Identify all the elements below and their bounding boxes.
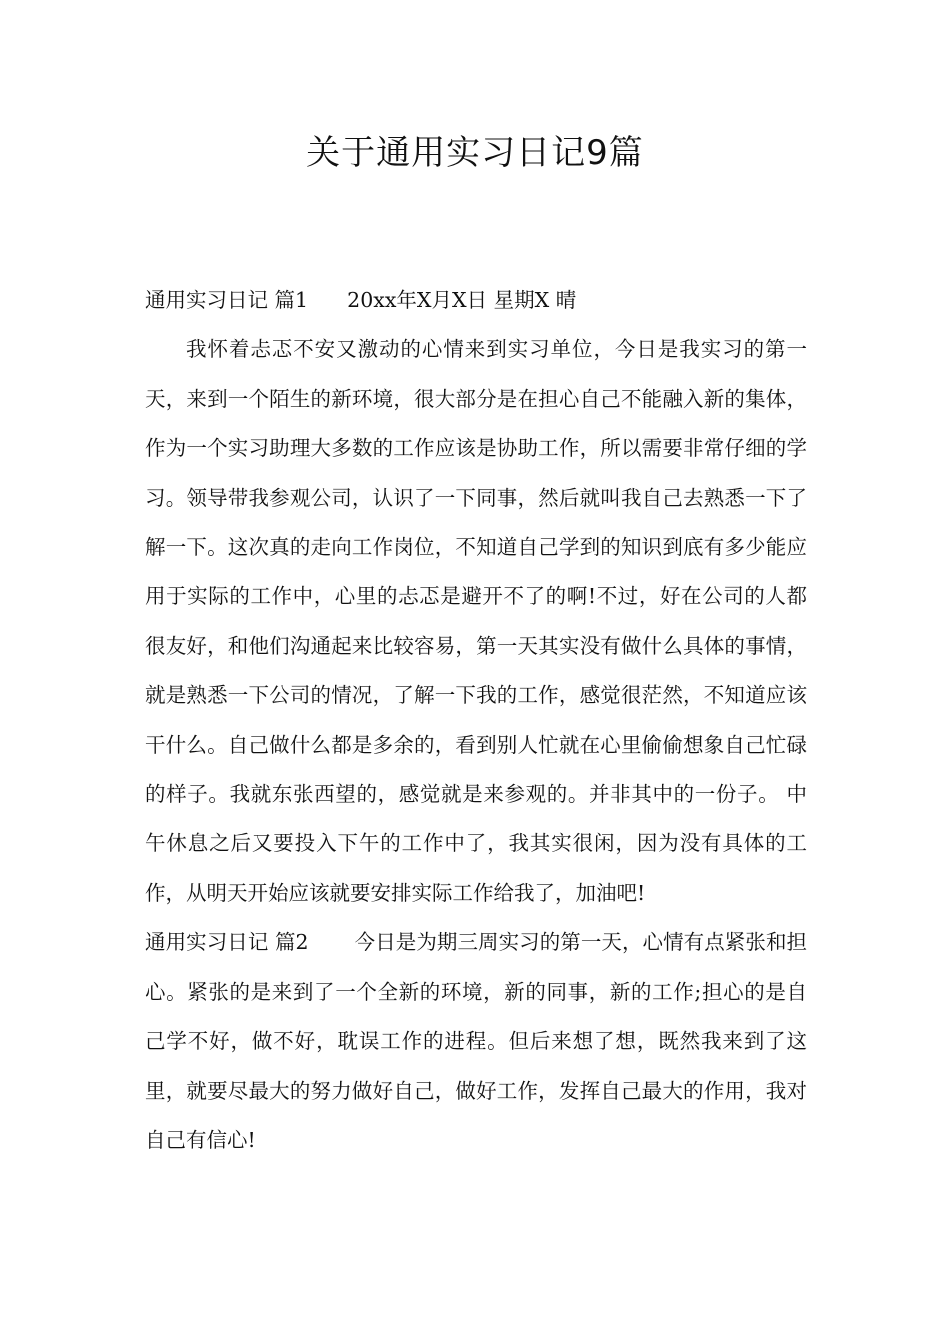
entry-2-heading: 通用实习日记 篇2 [145, 930, 309, 955]
document-body [145, 276, 807, 1165]
entry-1-heading: 通用实习日记 篇1 [145, 288, 309, 312]
entry-2-text: 今日是为期三周实习的第一天，心情有点紧张和担心。紧张的是来到了一个全新的环境，新的同事，新的工作;担心的是自己学不好，做不好，耽误工作的进程。但后来想了想，既然我来到了这里，就要尽最大的努力做好自己，做好工作，发挥自己最大的作用，我对自己有信心! [145, 930, 808, 1152]
entry-2-paragraph [145, 918, 807, 1165]
entry-1-text: 我怀着忐忑不安又激动的心情来到实习单位，今日是我实习的第一天，来到一个陌生的新环境，很大部分是在担心自己不能融入新的集体，作为一个实习助理大多数的工作应该是协助工作，所以需要非常仔细的学习。领导带我参观公司，认识了一下同事，然后就叫我自己去熟悉一下了解一下。这次真的走向工作岗位，不知道自己学到的知识到底有多少能应用于实际的工作中，心里的忐忑是避开不了的啊!不过，好在公司的人都很友好，和他们沟通起来比较容易，第一天其实没有做什么具体的事情，就是熟悉一下公司的情况，了解一下我的工作，感觉很茫然，不知道应该干什么。自己做什么都是多余的，看到别人忙就在心里偷偷想象自己忙碌的样子。我就东张西望的，感觉就是来参观的。并非其中的一份子。 中午休息之后又要投入下午的工作中了，我其实很闲，因为没有具体的工作，从明天开始应该就要安排实际工作给我了，加油吧! [145, 337, 807, 905]
entry-1-date-line: 20xx年X月X日 星期X 晴 [347, 288, 577, 312]
entry-1-header-line [145, 276, 807, 325]
document-title: 关于通用实习日记9篇 [306, 133, 644, 173]
